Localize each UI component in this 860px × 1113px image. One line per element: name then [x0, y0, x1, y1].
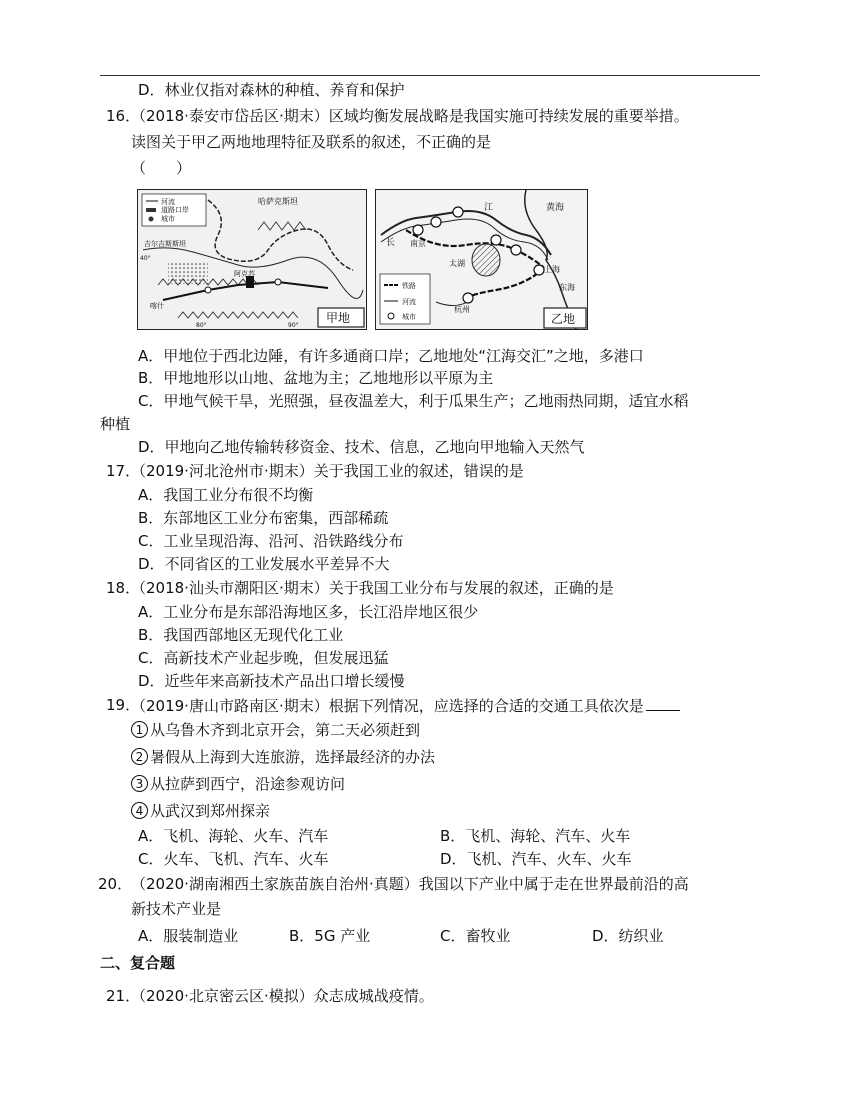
q17-number: 17．	[106, 462, 141, 480]
map-jiadi-label-aksu: 阿克苏	[234, 270, 255, 278]
map-jiadi	[137, 189, 367, 330]
q19-stem-text: （2019·唐山市路南区·期末）根据下列情况，应选择的合适的交通工具依次是	[131, 697, 644, 715]
q19-item-2-mark: 2	[131, 748, 148, 765]
map-yidi-corner-label: 乙地	[551, 312, 576, 326]
q17-option-c: C．工业呈现沿海、沿河、沿铁路线分布	[138, 532, 404, 550]
map-jiadi-label-kyrgyzstan: 吉尔吉斯斯坦	[144, 240, 186, 248]
q19-item-1-text: 从乌鲁木齐到北京开会，第二天必须赶到	[150, 721, 421, 739]
q20-option-a: A．服装制造业	[138, 927, 239, 945]
section-2-heading: 二、复合题	[100, 954, 176, 972]
q19-item-1-mark: 1	[131, 721, 148, 738]
header-rule	[100, 75, 760, 76]
q17-option-b: B．东部地区工业分布密集，西部稀疏	[138, 509, 389, 527]
q21-stem: （2020·北京密云区·模拟）众志成城战疫情。	[131, 987, 434, 1005]
q20-stem-line2: 新技术产业是	[131, 900, 222, 918]
q18-option-a: A．工业分布是东部沿海地区多，长江沿岸地区很少	[138, 603, 479, 621]
q19-option-c: C．火车、飞机、汽车、火车	[138, 850, 329, 868]
q18-option-d: D．近些年来高新技术产品出口增长缓慢	[138, 672, 405, 690]
q19-item-3-text: 从拉萨到西宁，沿途参观访问	[150, 775, 346, 793]
q21-number: 21．	[106, 987, 141, 1005]
q19-option-b: B．飞机、海轮、汽车、火车	[440, 827, 631, 845]
q15-option-d: D．林业仅指对森林的种植、养育和保护	[138, 81, 405, 99]
map-yidi-legend-railway: 铁路	[402, 282, 416, 290]
q20-number: 20．	[98, 875, 133, 893]
map-jiadi-lon80: 80°	[196, 322, 207, 329]
map-yidi-label-yellow-sea: 黄海	[546, 203, 565, 213]
q16-number: 16．	[106, 107, 141, 125]
map-yidi-graphic	[376, 190, 587, 329]
q20-option-d: D．纺织业	[592, 927, 664, 945]
q19-option-a: A．飞机、海轮、火车、汽车	[138, 827, 329, 845]
q19-item-3-mark: 3	[131, 775, 148, 792]
q18-option-c: C．高新技术产业起步晚，但发展迅猛	[138, 649, 389, 667]
q16-option-d: D．甲地向乙地传输转移资金、技术、信息，乙地向甲地输入天然气	[138, 438, 585, 456]
q16-option-c-wrap: 种植	[100, 415, 131, 433]
q19-stem	[131, 695, 680, 716]
map-yidi-label-taihu: 太湖	[449, 259, 465, 268]
q17-option-d: D．不同省区的工业发展水平差异不大	[138, 555, 390, 573]
q19-item-4-mark: 4	[131, 802, 148, 819]
q19-item-4	[131, 801, 270, 821]
q19-item-1	[131, 720, 420, 740]
q19-item-4-text: 从武汉到郑州探亲	[150, 802, 271, 820]
map-jiadi-corner-label: 甲地	[326, 311, 351, 325]
q16-option-c: C．甲地气候干旱，光照强，昼夜温差大，利于瓜果生产；乙地雨热同期，适宜水稻	[138, 392, 689, 410]
q18-number: 18．	[106, 579, 141, 597]
map-yidi	[375, 189, 588, 330]
q18-stem: （2018·汕头市潮阳区·期末）关于我国工业分布与发展的叙述，正确的是	[131, 579, 614, 597]
q20-option-c: C．畜牧业	[440, 927, 511, 945]
map-yidi-label-nanjing: 南京	[410, 239, 426, 248]
map-yidi-label-shanghai: 上海	[544, 265, 560, 274]
q19-answer-blank[interactable]	[646, 695, 680, 711]
map-jiadi-legend-city: 城市	[161, 215, 175, 223]
map-jiadi-legend-port: 道路口岸	[161, 206, 189, 214]
map-jiadi-lon90: 90°	[288, 322, 299, 329]
q17-option-a: A．我国工业分布很不均衡	[138, 486, 314, 504]
map-yidi-label-jiang: 江	[484, 203, 494, 213]
map-jiadi-graphic	[138, 190, 366, 329]
q19-number: 19．	[106, 696, 141, 714]
q19-option-d: D．飞机、汽车、火车、火车	[440, 850, 632, 868]
map-yidi-legend-city: 城市	[402, 313, 416, 321]
q20-option-b: B．5G 产业	[289, 927, 371, 945]
q16-answer-paren: （ ）	[131, 159, 192, 177]
q19-item-3	[131, 774, 345, 794]
q18-option-b: B．我国西部地区无现代化工业	[138, 626, 344, 644]
q20-stem-line1: （2020·湖南湘西土家族苗族自治州·真题）我国以下产业中属于走在世界最前沿的高	[131, 875, 689, 893]
q19-item-2	[131, 747, 435, 767]
q16-option-a: A．甲地位于西北边陲，有许多通商口岸；乙地地处“江海交汇”之地，多港口	[138, 347, 644, 365]
map-jiadi-legend-river: 河流	[161, 198, 175, 206]
map-jiadi-lat40: 40°	[140, 255, 151, 262]
q16-stem-line2: 读图关于甲乙两地地理特征及联系的叙述，不正确的是	[131, 133, 492, 151]
map-jiadi-label-kashgar: 喀什	[150, 302, 164, 310]
q17-stem: （2019·河北沧州市·期末）关于我国工业的叙述，错误的是	[131, 462, 524, 480]
map-yidi-label-hangzhou: 杭州	[454, 305, 470, 314]
q16-stem-line1: （2018·泰安市岱岳区·期末）区域均衡发展战略是我国实施可持续发展的重要举措。	[131, 107, 689, 125]
map-yidi-legend-river: 河流	[402, 298, 416, 306]
map-jiadi-label-kazakhstan: 哈萨克斯坦	[258, 197, 298, 206]
q16-option-b: B．甲地地形以山地、盆地为主；乙地地形以平原为主	[138, 369, 494, 387]
map-yidi-label-east-sea: 东海	[559, 283, 575, 292]
map-yidi-label-chang: 长	[386, 238, 396, 248]
q19-item-2-text: 暑假从上海到大连旅游，选择最经济的办法	[150, 748, 436, 766]
